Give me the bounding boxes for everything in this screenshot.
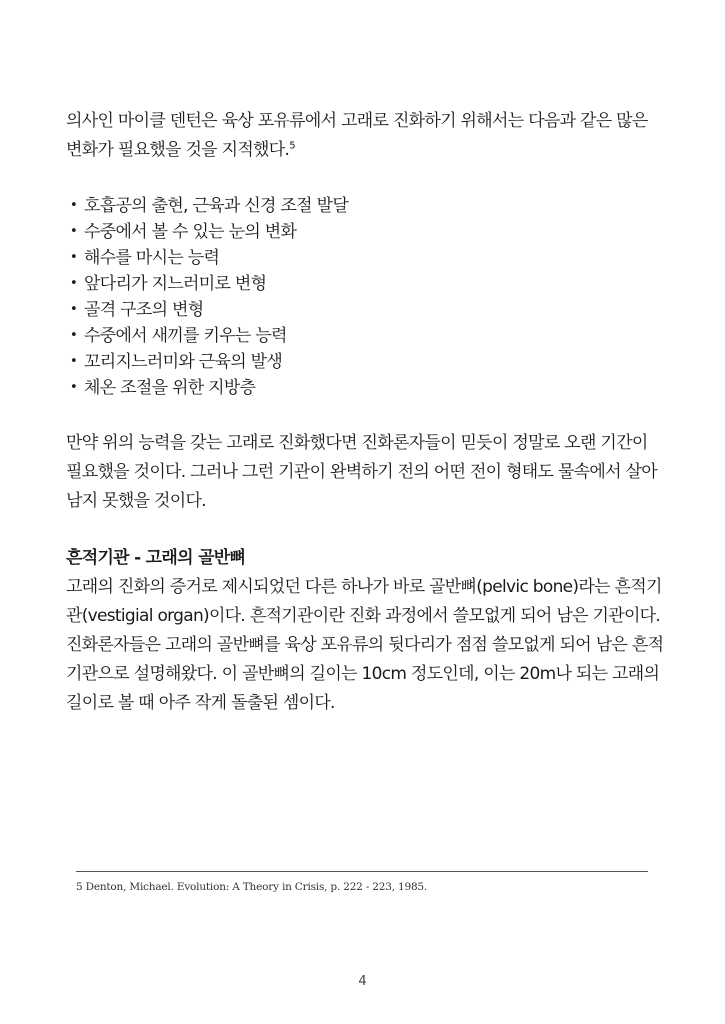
- list-item: • 해수를 마시는 능력: [66, 245, 666, 271]
- list-item: • 호흡공의 출현, 근육과 신경 조절 발달: [66, 193, 666, 219]
- conclusion-paragraph: 만약 위의 능력을 갖는 고래로 진화했다면 진화론자들이 믿듯이 정말로 오랜 기간이 필요했을 것이다. 그러나 그런 기관이 완벽하기 전의 어떤 전이 형태도 물속에서 살아남지 못했을 것이다.: [66, 433, 657, 511]
- footnote-divider: [76, 871, 648, 872]
- list-item: • 꼬리지느러미와 근육의 발생: [66, 349, 666, 375]
- list-item: • 앞다리가 지느러미로 변형: [66, 271, 666, 297]
- list-item: • 수중에서 볼 수 있는 눈의 변화: [66, 219, 666, 245]
- list-item: • 수중에서 새끼를 키우는 능력: [66, 323, 666, 349]
- requirements-list: [66, 193, 666, 401]
- intro-paragraph: [66, 107, 666, 165]
- section-paragraph: 고래의 진화의 증거로 제시되었던 다른 하나가 바로 골반뼈(pelvic bone)라는 흔적기관(vestigial organ)이다. 흔적기관이란 진화 과정에서 쓸모없게 되어 남은 기관이다. 진화론자들은 고래의 골반뼈를 육상 포유류의 뒷다리가 점점 쓸모없게 되어 남은 흔적기관으로 설명해왔다. 이 골반뼈의 길이는 10cm 정도인데, 이는 20m나 되는 고래의 길이로 볼 때 아주 작게 돌출된 셈이다.: [66, 577, 664, 713]
- section-heading: 흔적기관 - 고래의 골반뼈: [66, 548, 246, 568]
- footnote-reference[interactable]: 5: [289, 140, 295, 152]
- page-body: [66, 107, 666, 718]
- list-item: • 골격 구조의 변형: [66, 297, 666, 323]
- page-number: 4: [358, 974, 367, 989]
- list-item: • 체온 조절을 위한 지방층: [66, 375, 666, 401]
- footnote: 5 Denton, Michael. Evolution: A Theory in Crisis, p. 222 - 223, 1985.: [76, 881, 428, 893]
- intro-text: 의사인 마이클 덴턴은 육상 포유류에서 고래로 진화하기 위해서는 다음과 같은 많은 변화가 필요했을 것을 지적했다.: [66, 111, 648, 160]
